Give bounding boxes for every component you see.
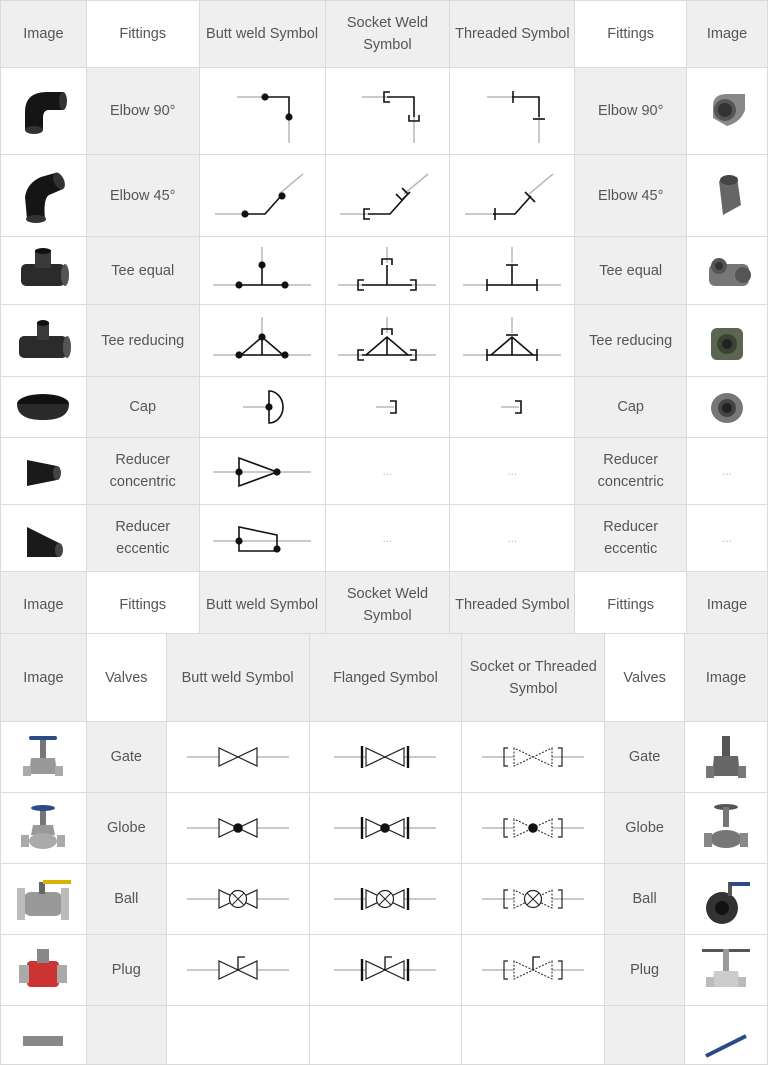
fitting-row	[1, 305, 768, 377]
fitting-image	[687, 237, 768, 305]
fitting-name: Reducer concentric	[575, 438, 687, 505]
fitting-name: Elbow 90°	[575, 68, 687, 155]
valve-name: Plug	[86, 935, 166, 1006]
socket-weld-symbol	[325, 237, 450, 305]
tee-reducing-image-icon	[1, 312, 86, 370]
cap-image-icon	[687, 378, 767, 436]
valve-row	[1, 1006, 768, 1065]
column-header: Butt weld Symbol	[199, 1, 325, 68]
butt-weld-symbol	[199, 237, 325, 305]
valve-image	[685, 722, 768, 793]
socket-weld-symbol	[325, 377, 450, 438]
fitting-name: Tee reducing	[575, 305, 687, 377]
fitting-name: Elbow 90°	[86, 68, 199, 155]
elbow-45-image-icon	[687, 167, 767, 225]
fitting-image	[1, 237, 87, 305]
column-header: Fittings	[575, 1, 687, 68]
socket-weld-symbol	[325, 305, 450, 377]
valve-name: Gate	[86, 722, 166, 793]
cap-image-icon	[1, 378, 86, 436]
fitting-row	[1, 155, 768, 237]
threaded-symbol: ...	[450, 438, 575, 505]
flanged-symbol	[309, 722, 462, 793]
fitting-row	[1, 438, 768, 505]
fitting-row	[1, 68, 768, 155]
valve-name: Gate	[605, 722, 685, 793]
globe-valve-image-icon	[685, 799, 767, 857]
fitting-name: Tee equal	[86, 237, 199, 305]
valve-name: Plug	[605, 935, 685, 1006]
fitting-name: Elbow 45°	[575, 155, 687, 237]
valve-row	[1, 722, 768, 793]
butt-weld-symbol	[199, 505, 325, 572]
valve-row	[1, 935, 768, 1006]
plug-valve-image-icon	[685, 941, 767, 999]
threaded-symbol	[450, 237, 575, 305]
fitting-image	[1, 305, 87, 377]
fitting-name: Tee equal	[575, 237, 687, 305]
elbow-90-image-icon	[1, 82, 86, 140]
fitting-image	[687, 68, 768, 155]
header-row	[1, 634, 768, 722]
elbow-90-image-icon	[687, 82, 767, 140]
socket-weld-symbol: ...	[325, 505, 450, 572]
socket-threaded-symbol	[462, 793, 605, 864]
fitting-name: Elbow 45°	[86, 155, 199, 237]
threaded-symbol	[450, 155, 575, 237]
socket-threaded-symbol	[462, 722, 605, 793]
valves-table	[0, 633, 768, 1065]
valve-image	[685, 1006, 768, 1065]
butt-weld-symbol	[199, 68, 325, 155]
valve-image	[1, 864, 87, 935]
flanged-symbol	[309, 935, 462, 1006]
valve-image	[1, 935, 87, 1006]
column-header: Image	[685, 634, 768, 722]
valve-image-icon	[1, 1006, 86, 1064]
socket-threaded-symbol	[462, 935, 605, 1006]
valve-name: Ball	[86, 864, 166, 935]
column-header: Image	[687, 572, 768, 638]
fitting-name: Cap	[86, 377, 199, 438]
reducer-concentric-image-icon	[1, 442, 86, 500]
fitting-image	[1, 68, 87, 155]
ball-valve-image-icon	[685, 870, 767, 928]
fitting-image: ...	[687, 505, 768, 572]
valve-image	[685, 864, 768, 935]
valve-name	[605, 1006, 685, 1065]
butt-weld-symbol	[199, 305, 325, 377]
butt-weld-symbol	[166, 864, 309, 935]
valve-name: Ball	[605, 864, 685, 935]
butt-weld-symbol	[166, 722, 309, 793]
fitting-name: Tee reducing	[86, 305, 199, 377]
butt-weld-symbol	[199, 155, 325, 237]
socket-weld-symbol: ...	[325, 438, 450, 505]
header-row	[1, 572, 768, 638]
fitting-image: ...	[687, 438, 768, 505]
socket-weld-symbol	[325, 68, 450, 155]
fitting-image	[687, 377, 768, 438]
column-header: Butt weld Symbol	[166, 634, 309, 722]
fitting-name: Cap	[575, 377, 687, 438]
column-header: Flanged Symbol	[309, 634, 462, 722]
fitting-row	[1, 237, 768, 305]
valve-image	[1, 722, 87, 793]
fitting-name: Reducer eccentic	[575, 505, 687, 572]
column-header: Fittings	[86, 572, 199, 638]
butt-weld-symbol	[166, 935, 309, 1006]
column-header: Threaded Symbol	[450, 572, 575, 638]
column-header: Image	[1, 572, 87, 638]
ball-valve-image-icon	[1, 870, 86, 928]
column-header: Socket Weld Symbol	[325, 572, 450, 638]
valve-name	[86, 1006, 166, 1065]
fitting-row	[1, 505, 768, 572]
fitting-name: Reducer concentric	[86, 438, 199, 505]
column-header: Valves	[605, 634, 685, 722]
butt-weld-symbol	[199, 377, 325, 438]
fitting-image	[687, 305, 768, 377]
valve-row	[1, 793, 768, 864]
socket-weld-symbol	[325, 155, 450, 237]
column-header: Image	[687, 1, 768, 68]
valve-image	[1, 793, 87, 864]
tee-equal-image-icon	[687, 242, 767, 300]
valve-image	[685, 793, 768, 864]
socket-threaded-symbol	[462, 864, 605, 935]
header-row	[1, 1, 768, 68]
threaded-symbol	[450, 377, 575, 438]
column-header: Image	[1, 634, 87, 722]
column-header: Butt weld Symbol	[199, 572, 325, 638]
valve-image	[1, 1006, 87, 1065]
threaded-symbol	[450, 68, 575, 155]
fitting-image	[1, 155, 87, 237]
fitting-image	[1, 438, 87, 505]
valve-name: Globe	[86, 793, 166, 864]
column-header: Valves	[86, 634, 166, 722]
gate-valve-image-icon	[1, 728, 86, 786]
column-header: Fittings	[575, 572, 687, 638]
elbow-45-image-icon	[1, 167, 86, 225]
butt-weld-symbol	[199, 438, 325, 505]
column-header: Threaded Symbol	[450, 1, 575, 68]
threaded-symbol	[450, 305, 575, 377]
flanged-symbol	[309, 864, 462, 935]
column-header: Socket or Threaded Symbol	[462, 634, 605, 722]
butt-weld-symbol	[166, 1006, 309, 1065]
socket-threaded-symbol	[462, 1006, 605, 1065]
gate-valve-image-icon	[685, 728, 767, 786]
plug-valve-image-icon	[1, 941, 86, 999]
fitting-image	[1, 377, 87, 438]
valve-image-icon	[685, 1006, 767, 1064]
fitting-row	[1, 377, 768, 438]
column-header: Socket Weld Symbol	[325, 1, 450, 68]
fitting-image	[687, 155, 768, 237]
valve-image	[685, 935, 768, 1006]
threaded-symbol: ...	[450, 505, 575, 572]
fitting-image	[1, 505, 87, 572]
tee-reducing-image-icon	[687, 312, 767, 370]
column-header: Image	[1, 1, 87, 68]
globe-valve-image-icon	[1, 799, 86, 857]
valve-name: Globe	[605, 793, 685, 864]
column-header: Fittings	[86, 1, 199, 68]
butt-weld-symbol	[166, 793, 309, 864]
flanged-symbol	[309, 1006, 462, 1065]
tee-equal-image-icon	[1, 242, 86, 300]
valve-row	[1, 864, 768, 935]
reducer-eccentric-image-icon	[1, 509, 86, 567]
fitting-name: Reducer eccentic	[86, 505, 199, 572]
flanged-symbol	[309, 793, 462, 864]
